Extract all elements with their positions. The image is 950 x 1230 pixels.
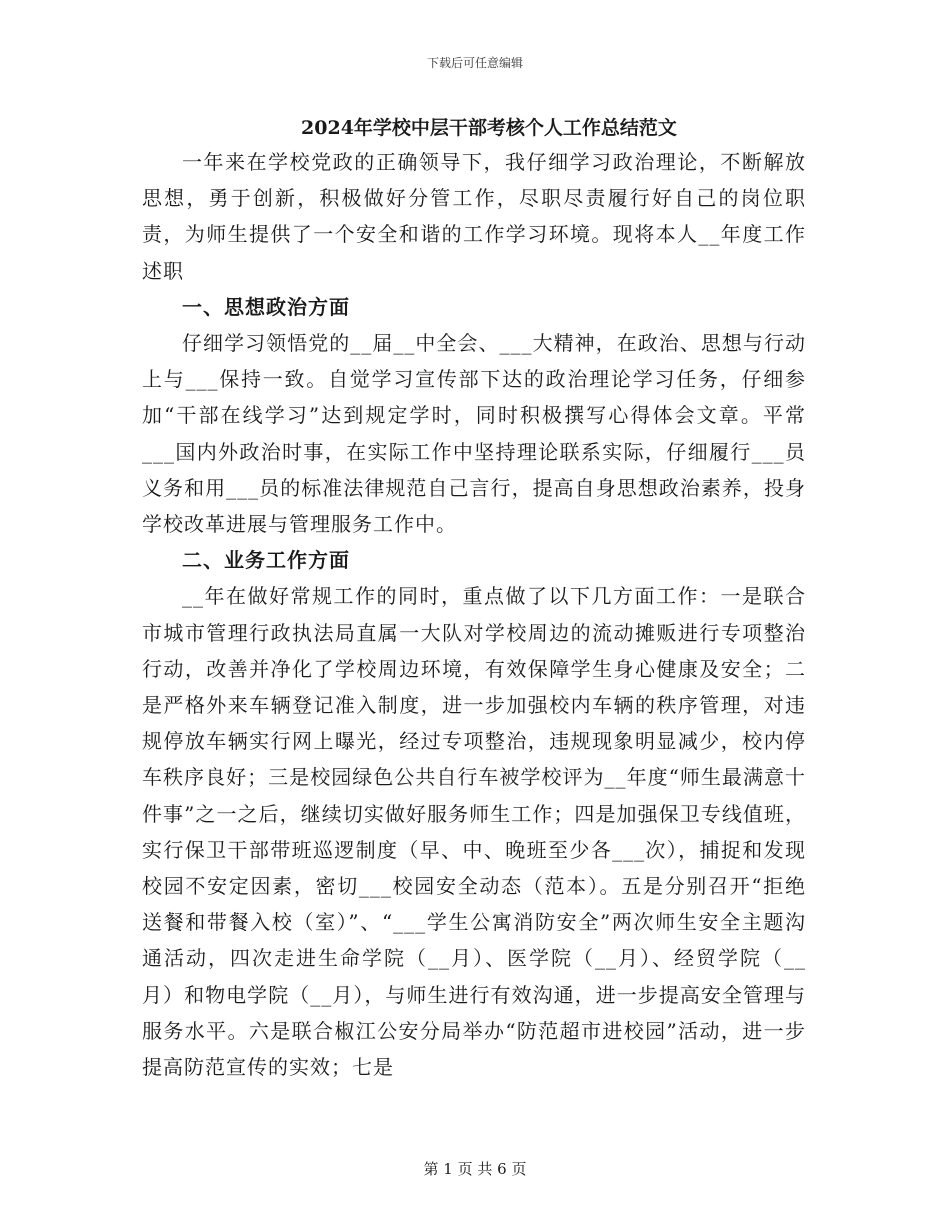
intro-paragraph: 一年来在学校党政的正确领导下，我仔细学习政治理论，不断解放思想，勇于创新，积极做好分管工作，尽职尽责履行好自己的岗位职责，为师生提供了一个安全和谐的工作学习环境。现将本人__年度工作述职 <box>142 150 806 283</box>
section-body-business: __年在做好常规工作的同时，重点做了以下几方面工作：一是联合市城市管理行政执法局直属一大队对学校周边的流动摊贩进行专项整治行动，改善并净化了学校周边环境，有效保障学生身心健康及安全；二是严格外来车辆登记准入制度，进一步加强校内车辆的秩序管理，对违规停放车辆实行网上曝光，经过专项整治，违规现象明显减少，校内停车秩序良好；三是校园绿色公共自行车被学校评为__年度“师生最满意十件事”之一之后，继续切实做好服务师生工作；四是加强保卫专线值班，实行保卫干部带班巡逻制度（早、中、晚班至少各___次），捕捉和发现校园不安定因素，密切___校园安全动态（范本）。五是分别召开“拒绝送餐和带餐入校（室）”、“___学生公寓消防安全”两次师生安全主题沟通活动，四次走进生命学院（__月）、医学院（__月）、经贸学院（__月）和物电学院（__月），与师生进行有效沟通，进一步提高安全管理与服务水平。六是联合椒江公安分局举办“防范超市进校园”活动，进一步提高防范宣传的实效；七是 <box>142 584 806 1080</box>
page-header-note: 下载后可任意编辑 <box>426 56 523 70</box>
section-heading-ideology: 一、思想政治方面 <box>182 294 350 319</box>
section-body-ideology: 仔细学习领悟党的__届__中全会、___大精神，在政治、思想与行动上与___保持一致。自觉学习宣传部下达的政治理论学习任务，仔细参加“干部在线学习”达到规定学时，同时积极撰写心得体会文章。平常___国内外政治时事，在实际工作中坚持理论联系实际，仔细履行___员义务和用___员的标准法律规范自己言行，提高自身思想政治素养，投身学校改革进展与管理服务工作中。 <box>142 331 806 537</box>
section-heading-business: 二、业务工作方面 <box>182 548 350 573</box>
document-title: 2024年学校中层干部考核个人工作总结范文 <box>301 117 677 139</box>
document-body <box>142 112 806 1085</box>
page-number: 第 1 页 共 6 页 <box>423 1160 527 1178</box>
